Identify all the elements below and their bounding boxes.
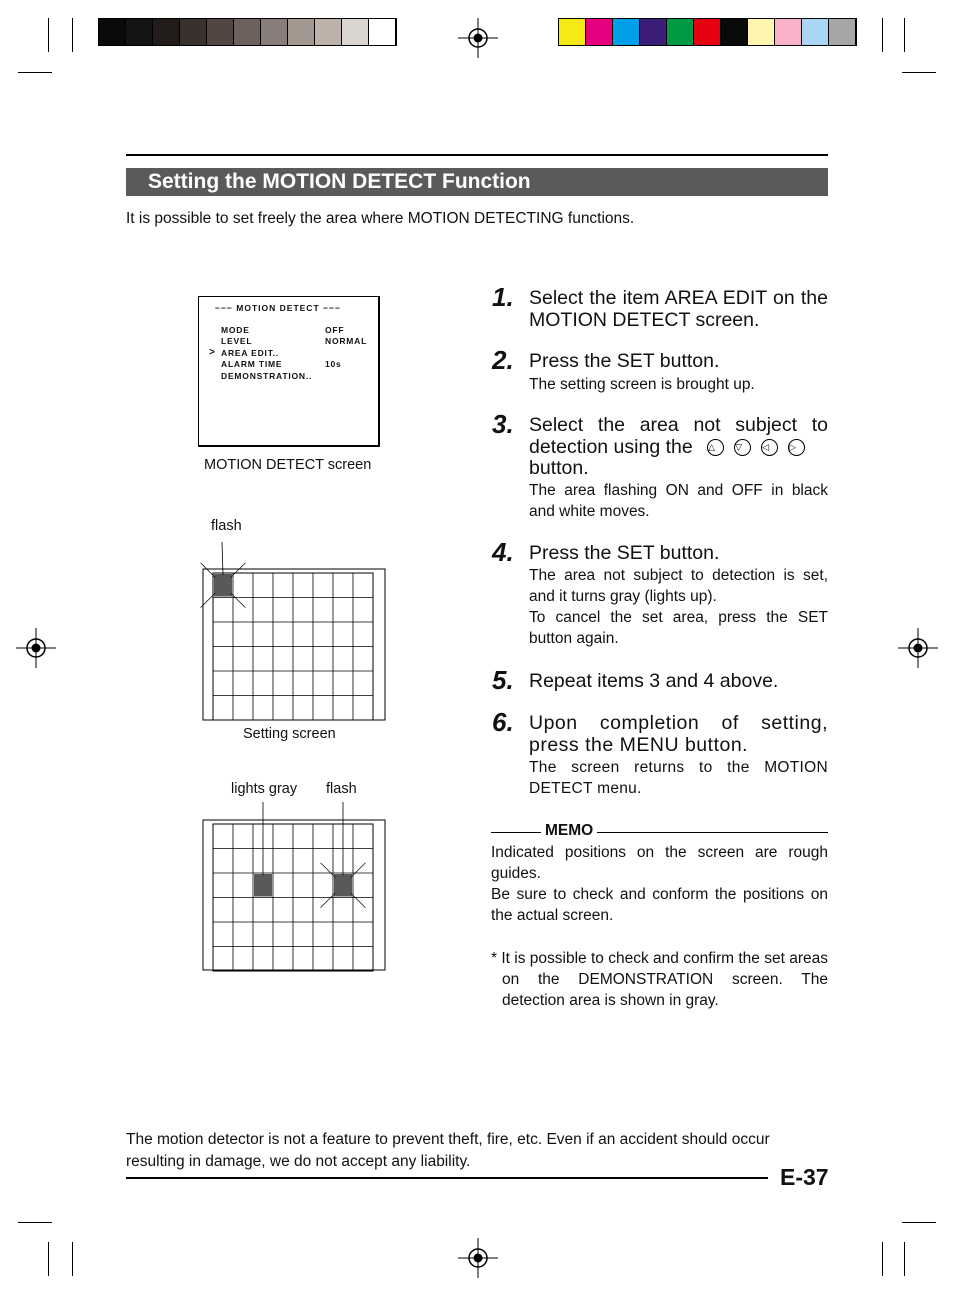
memo-note: * It is possible to check and confirm the set areas on the DEMONSTRATION screen. The detection area is shown in gray. bbox=[491, 950, 828, 1009]
color-swatch bbox=[342, 19, 369, 45]
color-swatch bbox=[207, 19, 234, 45]
color-swatch bbox=[126, 19, 153, 45]
color-swatch bbox=[261, 19, 288, 45]
color-swatch bbox=[721, 19, 748, 45]
registration-mark-icon bbox=[898, 628, 938, 668]
color-calibration-bar bbox=[558, 18, 857, 46]
color-swatch bbox=[559, 19, 586, 45]
step-detail: The screen returns to the MOTION DETECT menu. bbox=[529, 759, 828, 797]
color-swatch bbox=[829, 19, 856, 45]
color-swatch bbox=[748, 19, 775, 45]
step-number: 5. bbox=[492, 665, 514, 695]
footer-rule bbox=[126, 1177, 768, 1179]
menu-item-value: OFF bbox=[325, 325, 345, 335]
step-text: Repeat items 3 and 4 above. bbox=[529, 670, 779, 692]
step-text: Press the SET button. bbox=[529, 350, 720, 372]
menu-item-label: LEVEL bbox=[221, 336, 253, 346]
intro-text: It is possible to set freely the area where MOTION DETECTING functions. bbox=[126, 210, 635, 227]
step-text: Press the SET button. bbox=[529, 542, 720, 564]
flash-ray-icon bbox=[231, 563, 246, 578]
step-number: 6. bbox=[492, 707, 514, 737]
step-text: Select the area not subject to detection using the △ ▽ ◁ ▷ button. bbox=[529, 414, 828, 479]
color-swatch bbox=[99, 19, 126, 45]
down-arrow-button-icon: ▽ bbox=[734, 439, 751, 456]
lights-gray-label: lights gray bbox=[231, 781, 298, 797]
step-text: Upon completion of setting, press the MENU button. bbox=[529, 712, 828, 756]
color-swatch bbox=[667, 19, 694, 45]
menu-item-label: DEMONSTRATION.. bbox=[221, 371, 313, 381]
page-number: E-37 bbox=[780, 1164, 829, 1190]
color-swatch bbox=[802, 19, 829, 45]
step-number: 3. bbox=[492, 409, 514, 439]
flashing-cell bbox=[214, 574, 232, 597]
registration-mark-icon bbox=[458, 18, 498, 58]
color-swatch bbox=[153, 19, 180, 45]
color-swatch bbox=[180, 19, 207, 45]
motion-detect-menu-screen bbox=[198, 296, 380, 447]
liability-notice: The motion detector is not a feature to prevent theft, fire, etc. Even if an accident should occur resulting in damage, we do not accept any liability. bbox=[126, 1131, 770, 1170]
color-swatch bbox=[613, 19, 640, 45]
step-detail: The setting screen is brought up. bbox=[529, 376, 755, 393]
menu-screen-caption: MOTION DETECT screen bbox=[204, 457, 372, 473]
menu-item-value: 10s bbox=[325, 359, 342, 369]
screen-frame bbox=[203, 820, 385, 970]
menu-item-label: ALARM TIME bbox=[221, 359, 283, 369]
step-number: 4. bbox=[492, 537, 514, 567]
left-arrow-button-icon: ◁ bbox=[761, 439, 778, 456]
flashing-cell bbox=[334, 874, 352, 897]
color-swatch bbox=[234, 19, 261, 45]
flash-label: flash bbox=[211, 518, 242, 534]
right-arrow-button-icon: ▷ bbox=[788, 439, 805, 456]
section-title: Setting the MOTION DETECT Function bbox=[148, 170, 531, 193]
color-swatch bbox=[315, 19, 342, 45]
step-detail: The area not subject to detection is set, and it turns gray (lights up). bbox=[529, 567, 828, 605]
title-rule bbox=[126, 154, 828, 156]
menu-title: −−− MOTION DETECT −−− bbox=[215, 303, 341, 313]
memo-label: MEMO bbox=[541, 822, 597, 840]
color-swatch bbox=[775, 19, 802, 45]
gray-cell bbox=[254, 874, 272, 897]
step-number: 2. bbox=[492, 345, 514, 375]
result-screen-grid bbox=[200, 800, 390, 974]
menu-item-label: AREA EDIT.. bbox=[221, 348, 280, 358]
flash-label: flash bbox=[326, 781, 357, 797]
color-swatch bbox=[369, 19, 396, 45]
cursor-chevron-icon: > bbox=[209, 347, 216, 358]
color-swatch bbox=[640, 19, 667, 45]
memo-text: Be sure to check and conform the positions on the actual screen. bbox=[491, 886, 828, 924]
color-swatch bbox=[694, 19, 721, 45]
memo-text: Indicated positions on the screen are rough guides. bbox=[491, 844, 828, 882]
step-text: Select the item AREA EDIT on the MOTION DETECT screen. bbox=[529, 287, 828, 331]
registration-mark-icon bbox=[16, 628, 56, 668]
grayscale-calibration-bar bbox=[98, 18, 397, 46]
menu-item-value: NORMAL bbox=[325, 336, 368, 346]
leader-line bbox=[222, 542, 223, 575]
up-arrow-button-icon: △ bbox=[707, 439, 724, 456]
setting-screen-grid bbox=[200, 540, 390, 724]
section-title-bar bbox=[126, 168, 828, 196]
color-swatch bbox=[288, 19, 315, 45]
registration-mark-icon bbox=[458, 1238, 498, 1278]
menu-item-label: MODE bbox=[221, 325, 250, 335]
step-number: 1. bbox=[492, 282, 514, 312]
setting-screen-caption: Setting screen bbox=[243, 726, 336, 742]
step-detail: The area flashing ON and OFF in black and white moves. bbox=[529, 482, 828, 520]
step-detail: To cancel the set area, press the SET button again. bbox=[529, 609, 828, 647]
color-swatch bbox=[586, 19, 613, 45]
